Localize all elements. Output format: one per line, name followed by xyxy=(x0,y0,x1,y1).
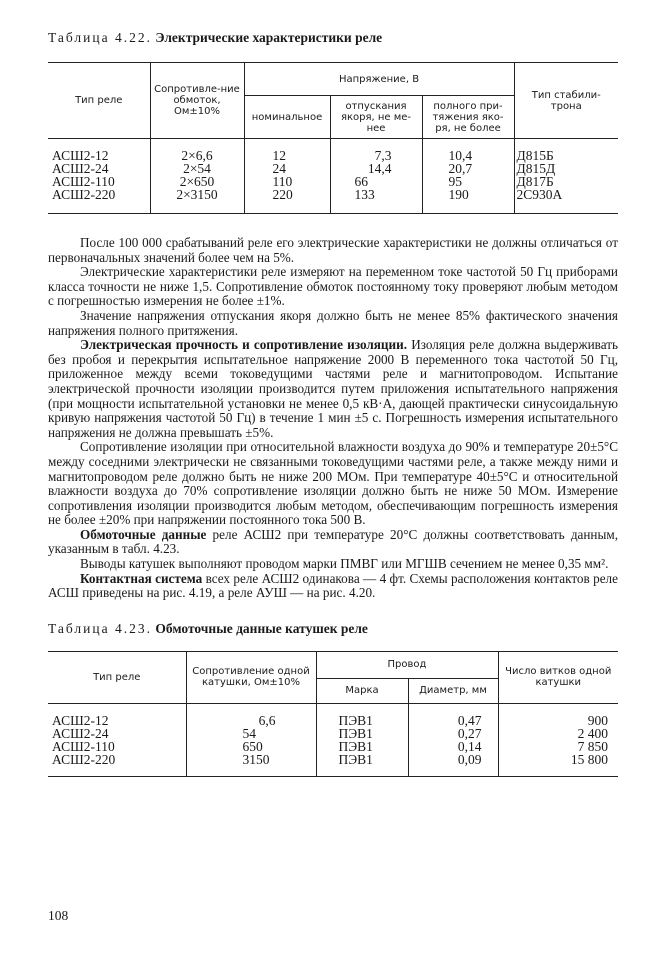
cell-diameter: 0,27 xyxy=(408,727,498,740)
cell-brand: ПЭВ1 xyxy=(316,753,408,777)
cell-type: АСШ2-220 xyxy=(52,187,116,202)
winding-data-table xyxy=(48,651,618,777)
cell-resistance: 650 xyxy=(186,740,316,753)
cell-type: АСШ2-24 xyxy=(52,725,109,741)
cell-pickup: 10,4 xyxy=(422,139,514,163)
cell-resistance: 2×650 xyxy=(150,175,244,188)
cell-nominal: 110 xyxy=(244,175,330,188)
cell-type: АСШ2-110 xyxy=(52,738,115,754)
table-title: Электрические характеристики реле xyxy=(155,30,383,45)
header-brand: Марка xyxy=(316,678,408,703)
cell-turns: 7 850 xyxy=(498,740,618,753)
header-resistance: Сопротивление одной катушки, Ом±10% xyxy=(186,651,316,703)
paragraph: Выводы катушек выполняют проводом марки ПМВГ или МГШВ сечением не менее 0,35 мм². xyxy=(80,556,609,572)
paragraph: После 100 000 срабатываний реле его электрические характеристики не должны отличаться от первоначальных значений более чем на 5%. xyxy=(48,235,618,265)
cell-resistance: 6,6 xyxy=(186,703,316,727)
cell-stabilitron: Д815Д xyxy=(514,162,618,175)
table-row xyxy=(48,753,618,777)
header-diameter: Диаметр, мм xyxy=(408,678,498,703)
cell-type: АСШ2-24 xyxy=(52,161,109,176)
table-title: Обмоточные данные катушек реле xyxy=(155,620,368,636)
cell-pickup: 95 xyxy=(422,175,514,188)
electrical-characteristics-table xyxy=(48,62,618,214)
cell-turns: 15 800 xyxy=(498,753,618,777)
cell-brand: ПЭВ1 xyxy=(316,727,408,740)
cell-turns: 2 400 xyxy=(498,727,618,740)
cell-release: 133 xyxy=(330,188,422,214)
section-heading: Электрическая прочность и сопротивление изоляции. xyxy=(80,337,408,353)
table-row xyxy=(48,740,618,753)
paragraph: Сопротивление изоляции при относительной влажности воздуха до 90% и температуре 20±5°С между соседними электрически не связанными токоведущими частями реле, а также между ними и магнитопроводом реле должно быть не ниже 200 МОм. При температуре 40±5°С и относительной влажности воздуха до 70% сопротивление изоляции должно быть не ниже 50 МОм. Измерение сопротивления изоляции производится любым методом, обеспечивающим погрешность измерения не более ±20% при напряжении постоянного тока 500 В. xyxy=(48,439,618,528)
table-row xyxy=(48,139,618,163)
paragraph-text: Изоляция реле должна выдерживать без пробоя и перекрытия испытательное напряжение 2000 В переменного тока частотой 50 Гц, приложенное между всеми токоведущими частями реле и магнитопроводом. Испытание электрической прочности изоляции производится путем приложения испытательного напряжения (при мощности испытательной установки не менее 0,5 кВ·А, дающей практически синусоидальную кривую напряжения частотой 50 Гц) в течение 1 мин ±5 с. Погрешность измерения испытательного напряжения не должна превышать ±5%. xyxy=(48,337,618,440)
table-label: Таблица 4.23. xyxy=(48,620,152,636)
header-pickup: полного при-тяжения яко-ря, не более xyxy=(422,96,514,139)
page-number: 108 xyxy=(48,908,69,923)
paragraph: Электрические характеристики реле измеряют на переменном токе частотой 50 Гц приборами класса точности не ниже 1,5. Сопротивление обмоток постоянному току проверяют любым методом с погрешностью измерения не более ±1%. xyxy=(48,264,618,309)
cell-pickup: 20,7 xyxy=(422,162,514,175)
page-content xyxy=(48,30,618,777)
paragraph xyxy=(48,572,618,601)
header-voltage: Напряжение, В xyxy=(244,63,514,96)
header-wire: Провод xyxy=(316,651,498,678)
table-4-23-caption xyxy=(48,621,618,637)
header-turns: Число витков одной катушки xyxy=(498,651,618,703)
header-type: Тип реле xyxy=(75,95,123,106)
paragraph: Значение напряжения отпускания якоря должно быть не менее 85% фактического значения напряжения полного притяжения. xyxy=(48,307,618,338)
paragraph-text: всех реле АСШ2 одинакова — 4 фт. Схемы расположения контактов реле АСШ приведены на рис. 4.19, а реле АУШ — на рис. 4.20. xyxy=(48,570,618,601)
cell-turns: 900 xyxy=(498,703,618,727)
cell-resistance: 54 xyxy=(186,727,316,740)
section-heading: Контактная система xyxy=(80,570,203,586)
cell-type: АСШ2-12 xyxy=(52,148,109,163)
header-stabilitron: Тип стабили-трона xyxy=(514,63,618,139)
cell-type: АСШ2-110 xyxy=(52,174,115,189)
cell-release: 14,4 xyxy=(330,162,422,175)
cell-release: 7,3 xyxy=(330,139,422,163)
cell-resistance: 2×6,6 xyxy=(150,139,244,163)
cell-brand: ПЭВ1 xyxy=(316,703,408,727)
header-type: Тип реле xyxy=(93,671,141,683)
cell-nominal: 12 xyxy=(244,139,330,163)
cell-resistance: 2×3150 xyxy=(150,188,244,214)
cell-brand: ПЭВ1 xyxy=(316,740,408,753)
cell-type: АСШ2-220 xyxy=(52,751,116,767)
cell-stabilitron: Д817Б xyxy=(514,175,618,188)
cell-nominal: 24 xyxy=(244,162,330,175)
header-release: отпускания якоря, не ме-нее xyxy=(330,96,422,139)
cell-stabilitron: Д815Б xyxy=(514,139,618,163)
paragraph-text: реле АСШ2 при температуре 20°С должны соответствовать данным, указанным в табл. 4.23. xyxy=(48,526,618,557)
table-row xyxy=(48,703,618,727)
table-row xyxy=(48,727,618,740)
table-4-22-caption xyxy=(48,30,618,46)
cell-diameter: 0,47 xyxy=(408,703,498,727)
cell-pickup: 190 xyxy=(422,188,514,214)
paragraph xyxy=(48,338,618,440)
table-row xyxy=(48,188,618,214)
section-heading: Обмоточные данные xyxy=(80,526,207,542)
header-nominal: номинальное xyxy=(244,96,330,139)
paragraph xyxy=(48,528,618,557)
cell-type: АСШ2-12 xyxy=(52,712,109,728)
header-resistance: Сопротивле-ние обмоток, Ом±10% xyxy=(150,63,244,139)
cell-diameter: 0,09 xyxy=(408,753,498,777)
cell-release: 66 xyxy=(330,175,422,188)
cell-diameter: 0,14 xyxy=(408,740,498,753)
body-text xyxy=(48,236,618,601)
cell-resistance: 3150 xyxy=(186,753,316,777)
cell-stabilitron: 2С930А xyxy=(514,188,618,214)
cell-nominal: 220 xyxy=(244,188,330,214)
cell-resistance: 2×54 xyxy=(150,162,244,175)
table-label: Таблица 4.22. xyxy=(48,30,152,45)
